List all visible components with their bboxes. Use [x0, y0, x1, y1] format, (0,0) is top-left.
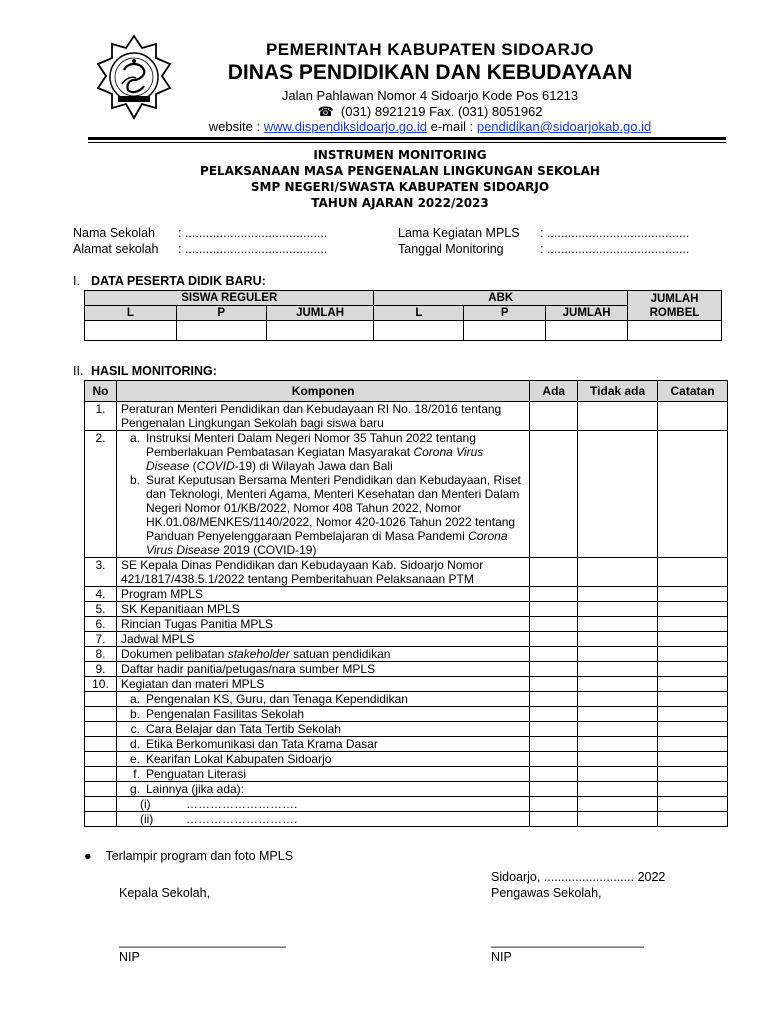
letterhead-rule-thin: [88, 142, 726, 143]
cell-ada[interactable]: [530, 587, 578, 602]
row-number: [85, 707, 117, 722]
alamat-sekolah-label: Alamat sekolah: [73, 242, 159, 256]
cell-tidak-ada[interactable]: [578, 752, 658, 767]
section-1-numeral: I.: [73, 274, 80, 288]
header-siswa-reguler: SISWA REGULER: [85, 291, 374, 306]
section-1-title: DATA PESERTA DIDIK BARU:: [91, 274, 266, 288]
table-row: [85, 677, 728, 692]
cell-tidak-ada[interactable]: [578, 632, 658, 647]
table-row: [85, 647, 728, 662]
cell-tidak-ada[interactable]: [578, 707, 658, 722]
sub-item: [121, 767, 529, 781]
cell-ada[interactable]: [530, 722, 578, 737]
kepala-sekolah-title: Kepala Sekolah,: [119, 886, 211, 900]
header-jumlah-rombel: JUMLAH ROMBEL: [628, 291, 722, 321]
header-abk: ABK: [374, 291, 628, 306]
row-number: [85, 767, 117, 782]
cell-catatan[interactable]: [658, 431, 728, 558]
doc-title-line1: INSTRUMEN MONITORING: [313, 148, 487, 162]
row-komponen: Kegiatan dan materi MPLS: [116, 677, 529, 692]
tanggal-monitoring-field: : .........................................: [540, 242, 690, 256]
sub-item-italic-part: COVID: [196, 459, 235, 473]
table-row: [85, 812, 728, 827]
sub-item-text: Etika Berkomunikasi dan Tata Krama Dasar: [145, 737, 378, 751]
table-row: [85, 752, 728, 767]
row-number: 4.: [85, 587, 117, 602]
sub-item: [121, 692, 529, 706]
table-row: [85, 617, 728, 632]
sub-item-letter: b.: [129, 707, 140, 721]
row-number: [85, 737, 117, 752]
header-reguler-jumlah: JUMLAH: [266, 306, 374, 321]
cell-ada[interactable]: [530, 692, 578, 707]
cell-ada[interactable]: [530, 632, 578, 647]
cell-reguler-l[interactable]: [85, 321, 177, 341]
sub-item-letter: b.: [129, 473, 140, 487]
cell-catatan[interactable]: [658, 617, 728, 632]
sub-item: [121, 797, 529, 811]
header-ada: Ada: [530, 381, 578, 402]
row-komponen: [116, 692, 529, 707]
lama-kegiatan-label: Lama Kegiatan MPLS: [398, 226, 520, 240]
pengawas-sekolah-signature-line: ______________________: [491, 934, 644, 948]
cell-ada[interactable]: [530, 677, 578, 692]
row-number: 7.: [85, 632, 117, 647]
cell-catatan[interactable]: [658, 587, 728, 602]
header-abk-l: L: [374, 306, 464, 321]
cell-tidak-ada[interactable]: [578, 722, 658, 737]
monitoring-table-body: [85, 402, 728, 827]
header-tidak-ada: Tidak ada: [578, 381, 658, 402]
tanggal-monitoring-label: Tanggal Monitoring: [398, 242, 504, 256]
cell-catatan[interactable]: [658, 632, 728, 647]
cell-catatan[interactable]: [658, 647, 728, 662]
letterhead-phone-line: [180, 104, 680, 120]
nama-sekolah-label: Nama Sekolah: [73, 226, 155, 240]
letterhead-phone: (031) 8921219 Fax. (031) 8051962: [340, 104, 543, 119]
cell-tidak-ada[interactable]: [578, 617, 658, 632]
sub-item-text: [146, 473, 529, 557]
sub-item-letter: a.: [129, 692, 140, 706]
row-number: 8.: [85, 647, 117, 662]
website-link[interactable]: www.dispendiksidoarjo.go.id: [263, 119, 427, 134]
cell-tidak-ada[interactable]: [578, 692, 658, 707]
cell-tidak-ada[interactable]: [578, 677, 658, 692]
table-row: [85, 321, 722, 341]
section-2-title: HASIL MONITORING:: [91, 364, 217, 378]
cell-reguler-p[interactable]: [176, 321, 266, 341]
student-data-table: [84, 290, 722, 341]
sub-item-letter: (ii): [139, 812, 154, 826]
sub-item-text: Pengenalan KS, Guru, dan Tenaga Kependidikan: [145, 692, 408, 706]
sub-item-letter: f.: [133, 767, 140, 781]
sub-item-text: Lainnya (jika ada):: [145, 782, 245, 796]
bullet-icon: ●: [84, 849, 92, 863]
row-number: 1.: [85, 402, 117, 431]
table-row: [85, 722, 728, 737]
sub-item: [121, 473, 529, 557]
letterhead-contact-line: [150, 119, 710, 134]
row-number: [85, 692, 117, 707]
sub-item-text: Cara Belajar dan Tata Tertib Sekolah: [145, 722, 341, 736]
cell-abk-p[interactable]: [464, 321, 546, 341]
kepala-sekolah-nip: NIP: [119, 950, 140, 964]
row-number: 6.: [85, 617, 117, 632]
header-no: No: [85, 381, 117, 402]
sub-item-text-part: Surat Keputusan Bersama Menteri Pendidikan dan Kebudayaan, Riset dan Teknologi, Menteri Agama, Menteri Kesehatan dan Menteri Dalam Negeri Nomor 01/KB/2022, Nomor 408 Tahun 2022, Nomor HK.01.08/MENKES/1140/2022, Nomor 420-1026 Tahun 2022 tentang Panduan Penyelenggaraan Pembelajaran di Masa Pandemi: [145, 473, 521, 543]
table-row: [85, 431, 728, 558]
cell-ada[interactable]: [530, 647, 578, 662]
table-row: [85, 767, 728, 782]
pengawas-sekolah-nip: NIP: [491, 950, 512, 964]
cell-catatan[interactable]: [658, 737, 728, 752]
place-date: Sidoarjo, .......................... 2022: [491, 870, 666, 884]
sub-item-text-part: (: [189, 459, 197, 473]
sub-item-italic-part: Corona Virus Disease: [145, 529, 508, 557]
row-komponen: SE Kepala Dinas Pendidikan dan Kebudayaan Kab. Sidoarjo Nomor 421/1817/438.5.1/2022 tentang Pemberitahuan Pelaksanaan PTM: [116, 558, 529, 587]
table-row: [85, 707, 728, 722]
header-abk-jumlah: JUMLAH: [546, 306, 628, 321]
cell-ada[interactable]: [530, 797, 578, 812]
table-row: [85, 692, 728, 707]
header-reguler-l: L: [85, 306, 177, 321]
row-komponen: Peraturan Menteri Pendidikan dan Kebudayaan RI No. 18/2016 tentang Pengenalan Lingkungan Sekolah bagi siswa baru: [116, 402, 529, 431]
table-row: [85, 662, 728, 677]
row-komponen: [116, 782, 529, 797]
cell-reguler-jumlah[interactable]: [266, 321, 374, 341]
cell-tidak-ada[interactable]: [578, 402, 658, 431]
cell-jumlah-rombel[interactable]: [628, 321, 722, 341]
cell-ada[interactable]: [530, 431, 578, 558]
row-number: [85, 722, 117, 737]
cell-catatan[interactable]: [658, 402, 728, 431]
sub-item: [121, 812, 529, 826]
row-komponen: [116, 737, 529, 752]
lama-kegiatan-field: : .........................................: [540, 226, 690, 240]
cell-ada[interactable]: [530, 402, 578, 431]
table-row: [85, 632, 728, 647]
row-number: [85, 782, 117, 797]
cell-tidak-ada[interactable]: [578, 767, 658, 782]
row-number: [85, 812, 117, 827]
table-row: [85, 782, 728, 797]
cell-catatan[interactable]: [658, 707, 728, 722]
attachment-note-text: Terlampir program dan foto MPLS: [105, 849, 294, 863]
sub-item-text-part: -19) di Wilayah Jawa dan Bali: [234, 459, 393, 473]
row-komponen: [116, 431, 529, 558]
sub-item-letter: e.: [129, 752, 140, 766]
cell-tidak-ada[interactable]: [578, 558, 658, 587]
cell-tidak-ada[interactable]: [578, 737, 658, 752]
row-komponen: Jadwal MPLS: [116, 632, 529, 647]
row-number: 3.: [85, 558, 117, 587]
kepala-sekolah-signature-line: ________________________: [119, 934, 286, 948]
row-komponen: [116, 752, 529, 767]
komponen-text-part: satuan pendidikan: [289, 647, 391, 661]
doc-title-line4: TAHUN AJARAN 2022/2023: [311, 196, 489, 210]
sub-item-text-part: Instruksi Menteri Dalam Negeri Nomor 35 Tahun 2022 tentang Pemberlakuan Pembatasan Kegiatan Masyarakat: [145, 431, 476, 459]
cell-ada[interactable]: [530, 617, 578, 632]
cell-ada[interactable]: [530, 662, 578, 677]
row-number: [85, 797, 117, 812]
cell-ada[interactable]: [530, 767, 578, 782]
sub-item-italic-part: Corona Virus Disease: [145, 445, 484, 473]
sidoarjo-emblem-icon: [92, 34, 176, 120]
header-komponen: Komponen: [116, 381, 529, 402]
sub-item-text: Penguatan Literasi: [145, 767, 247, 781]
table-row: [85, 797, 728, 812]
cell-tidak-ada[interactable]: [578, 662, 658, 677]
sub-item: [121, 722, 529, 736]
cell-tidak-ada[interactable]: [578, 431, 658, 558]
section-2-heading: [73, 364, 217, 378]
header-reguler-p: P: [176, 306, 266, 321]
cell-catatan[interactable]: [658, 602, 728, 617]
letterhead-government: PEMERINTAH KABUPATEN SIDOARJO: [265, 40, 595, 59]
cell-abk-jumlah[interactable]: [546, 321, 628, 341]
section-1-heading: [73, 274, 266, 288]
cell-ada[interactable]: [530, 812, 578, 827]
sub-item: [121, 782, 529, 796]
table-row: [85, 602, 728, 617]
row-komponen: [116, 722, 529, 737]
cell-catatan[interactable]: [658, 797, 728, 812]
cell-tidak-ada[interactable]: [578, 647, 658, 662]
sub-item: [121, 752, 529, 766]
sub-item-text: [146, 431, 529, 473]
sub-item-text: Pengenalan Fasilitas Sekolah: [145, 707, 305, 721]
sub-item-text-part: 2019 (COVID-19): [219, 543, 317, 557]
row-komponen: Program MPLS: [116, 587, 529, 602]
sub-item-text: ……………………….: [185, 797, 298, 811]
pengawas-sekolah-title: Pengawas Sekolah,: [491, 886, 602, 900]
sub-item-letter: (i): [139, 797, 151, 811]
row-komponen: Rincian Tugas Panitia MPLS: [116, 617, 529, 632]
sub-item-letter: c.: [130, 722, 140, 736]
row-number: 2.: [85, 431, 117, 558]
table-row: [85, 402, 728, 431]
monitoring-table: [84, 380, 728, 827]
sub-item-letter: d.: [129, 737, 140, 751]
table-row: [85, 558, 728, 587]
cell-ada[interactable]: [530, 707, 578, 722]
row-number: 5.: [85, 602, 117, 617]
row-number: [85, 752, 117, 767]
sub-item: [121, 737, 529, 751]
sub-item: [121, 707, 529, 721]
sub-item: [121, 431, 529, 473]
letterhead-address: Jalan Pahlawan Nomor 4 Sidoarjo Kode Pos 61213: [281, 88, 579, 103]
cell-ada[interactable]: [530, 737, 578, 752]
sub-item-letter: g.: [129, 782, 140, 796]
cell-tidak-ada[interactable]: [578, 602, 658, 617]
alamat-sekolah-field: : .........................................: [178, 242, 328, 256]
row-komponen: [116, 707, 529, 722]
cell-catatan[interactable]: [658, 558, 728, 587]
header-abk-p: P: [464, 306, 546, 321]
cell-catatan[interactable]: [658, 782, 728, 797]
cell-catatan[interactable]: [658, 752, 728, 767]
row-komponen: Daftar hadir panitia/petugas/nara sumber MPLS: [116, 662, 529, 677]
row-number: 10.: [85, 677, 117, 692]
sub-item-text: ……………………….: [185, 812, 298, 826]
cell-abk-l[interactable]: [374, 321, 464, 341]
email-label: e-mail :: [427, 119, 477, 134]
website-label: website :: [208, 119, 264, 134]
cell-catatan[interactable]: [658, 692, 728, 707]
row-komponen: [116, 767, 529, 782]
cell-catatan[interactable]: [658, 812, 728, 827]
komponen-italic-part: stakeholder: [227, 647, 290, 661]
email-link[interactable]: pendidikan@sidoarjokab.go.id: [476, 119, 652, 134]
table-row: [85, 737, 728, 752]
letterhead-agency: DINAS PENDIDIKAN DAN KEBUDAYAAN: [227, 61, 633, 84]
cell-ada[interactable]: [530, 752, 578, 767]
cell-tidak-ada[interactable]: [578, 587, 658, 602]
row-number: 9.: [85, 662, 117, 677]
cell-ada[interactable]: [530, 558, 578, 587]
header-catatan: Catatan: [658, 381, 728, 402]
sub-item-text: Kearifan Lokal Kabupaten Sidoarjo: [145, 752, 332, 766]
letterhead-rule-thick: [88, 137, 726, 140]
komponen-text-part: Dokumen pelibatan: [120, 647, 228, 661]
phone-icon: ☎: [317, 104, 334, 119]
cell-catatan[interactable]: [658, 767, 728, 782]
cell-catatan[interactable]: [658, 662, 728, 677]
row-komponen: [116, 812, 529, 827]
cell-ada[interactable]: [530, 602, 578, 617]
section-2-numeral: II.: [73, 364, 84, 378]
doc-title-line3: SMP NEGERI/SWASTA KABUPATEN SIDOARJO: [250, 180, 550, 194]
cell-tidak-ada[interactable]: [578, 812, 658, 827]
row-komponen: [116, 647, 529, 662]
cell-catatan[interactable]: [658, 677, 728, 692]
cell-ada[interactable]: [530, 782, 578, 797]
doc-title-line2: PELAKSANAAN MASA PENGENALAN LINGKUNGAN SEKOLAH: [200, 164, 600, 178]
cell-tidak-ada[interactable]: [578, 782, 658, 797]
row-komponen: SK Kepanitiaan MPLS: [116, 602, 529, 617]
attachment-note: [84, 849, 293, 863]
nama-sekolah-field: : .........................................: [178, 226, 328, 240]
row-komponen: [116, 797, 529, 812]
cell-tidak-ada[interactable]: [578, 797, 658, 812]
sub-item-letter: a.: [129, 431, 140, 445]
cell-catatan[interactable]: [658, 722, 728, 737]
table-row: [85, 587, 728, 602]
